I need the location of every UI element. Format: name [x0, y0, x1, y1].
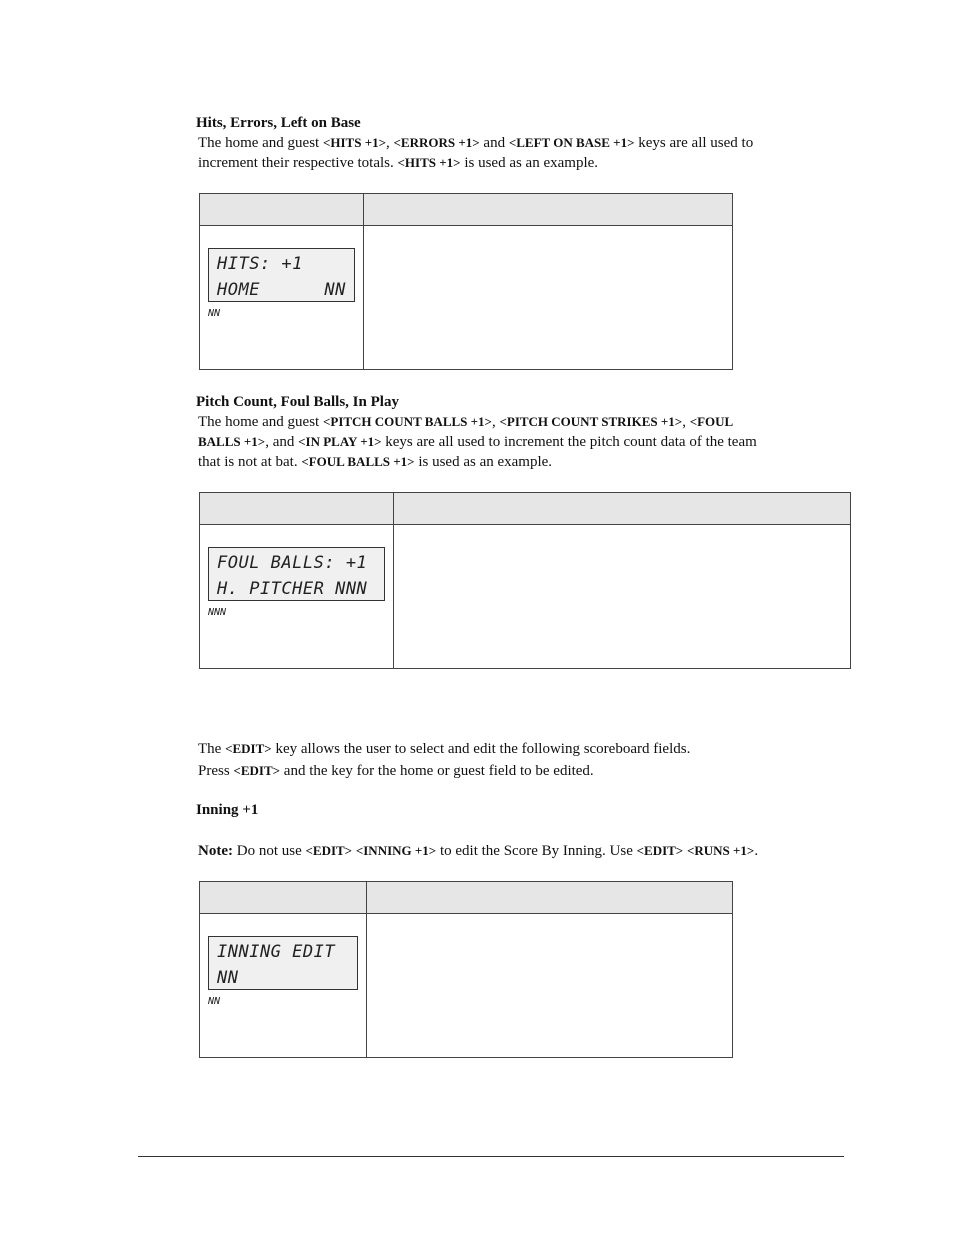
text: is used as an example.	[414, 454, 553, 470]
key-runs: <RUNS +1>	[686, 843, 755, 858]
lcd-field-indicator: NN	[208, 996, 221, 1007]
text: , and	[265, 434, 299, 450]
table-header-cell	[200, 882, 367, 914]
key-foul-balls-cont: BALLS +1>	[198, 434, 266, 449]
table-header-cell	[394, 493, 851, 525]
key-pitch-count-strikes: <PITCH COUNT STRIKES +1>	[499, 414, 683, 429]
text: ,	[386, 135, 394, 151]
text: The home and guest	[198, 135, 323, 151]
key-edit: <EDIT>	[636, 843, 684, 858]
note-paragraph	[198, 841, 898, 861]
key-hits: <HITS +1>	[322, 135, 387, 150]
text: keys are all used to	[634, 135, 754, 151]
lcd-display	[208, 547, 385, 601]
key-foul-balls: <FOUL	[689, 414, 734, 429]
text: .	[754, 843, 759, 859]
key-hits: <HITS +1>	[397, 155, 461, 170]
key-errors: <ERRORS +1>	[393, 135, 480, 150]
section-pitch-paragraph	[198, 412, 878, 472]
section-hits-paragraph	[198, 133, 858, 173]
action-cell	[367, 914, 733, 1058]
lcd-field-indicator: NNN	[208, 607, 227, 618]
lcd-line-1: FOUL BALLS: +1	[217, 553, 368, 573]
key-edit: <EDIT>	[233, 763, 281, 778]
text: The home and guest	[198, 414, 323, 430]
key-left-on-base: <LEFT ON BASE +1>	[508, 135, 635, 150]
lcd-line-2: H. PITCHER NNN	[217, 579, 368, 599]
text: key allows the user to select and edit the following scoreboard fields.	[271, 741, 691, 757]
key-in-play: <IN PLAY +1>	[298, 434, 382, 449]
text: increment their respective totals.	[198, 155, 398, 171]
text: to edit the Score By Inning. Use	[436, 843, 637, 859]
key-edit: <EDIT>	[225, 741, 272, 756]
lcd-field-indicator: NN	[208, 308, 221, 319]
lcd-line-1: HITS: +1	[217, 254, 303, 274]
action-cell	[394, 525, 851, 669]
section-heading-pitch-count: Pitch Count, Foul Balls, In Play	[196, 394, 399, 410]
table-header-cell	[367, 882, 733, 914]
edit-paragraph	[198, 739, 878, 781]
note-label: Note:	[198, 843, 233, 859]
key-pitch-count-balls: <PITCH COUNT BALLS +1>	[322, 414, 492, 429]
section-heading-inning: Inning +1	[196, 802, 259, 818]
footer-rule	[138, 1156, 844, 1157]
lcd-display	[208, 248, 355, 302]
key-edit: <EDIT>	[305, 843, 353, 858]
key-inning: <INNING +1>	[355, 843, 437, 858]
text: that is not at bat.	[198, 454, 302, 470]
table-header-cell	[200, 194, 364, 226]
table-header-cell	[200, 493, 394, 525]
text: Do not use	[232, 843, 306, 859]
lcd-line-2: HOME NN	[217, 280, 346, 300]
text: The	[198, 741, 226, 757]
lcd-display	[208, 936, 358, 990]
lcd-line-1: INNING EDIT	[217, 942, 336, 962]
action-cell	[364, 226, 733, 370]
key-foul-balls: <FOUL BALLS +1>	[301, 454, 415, 469]
text: and	[479, 135, 509, 151]
lcd-line-2: NN	[217, 968, 239, 988]
text: and the key for the home or guest field to be edited.	[280, 763, 594, 779]
text: is used as an example.	[460, 155, 599, 171]
text: ,	[491, 414, 500, 430]
text: Press	[198, 763, 234, 779]
text: keys are all used to increment the pitch count data of the team	[381, 434, 757, 450]
table-header-cell	[364, 194, 733, 226]
section-heading-hits: Hits, Errors, Left on Base	[196, 115, 361, 131]
text: ,	[682, 414, 690, 430]
